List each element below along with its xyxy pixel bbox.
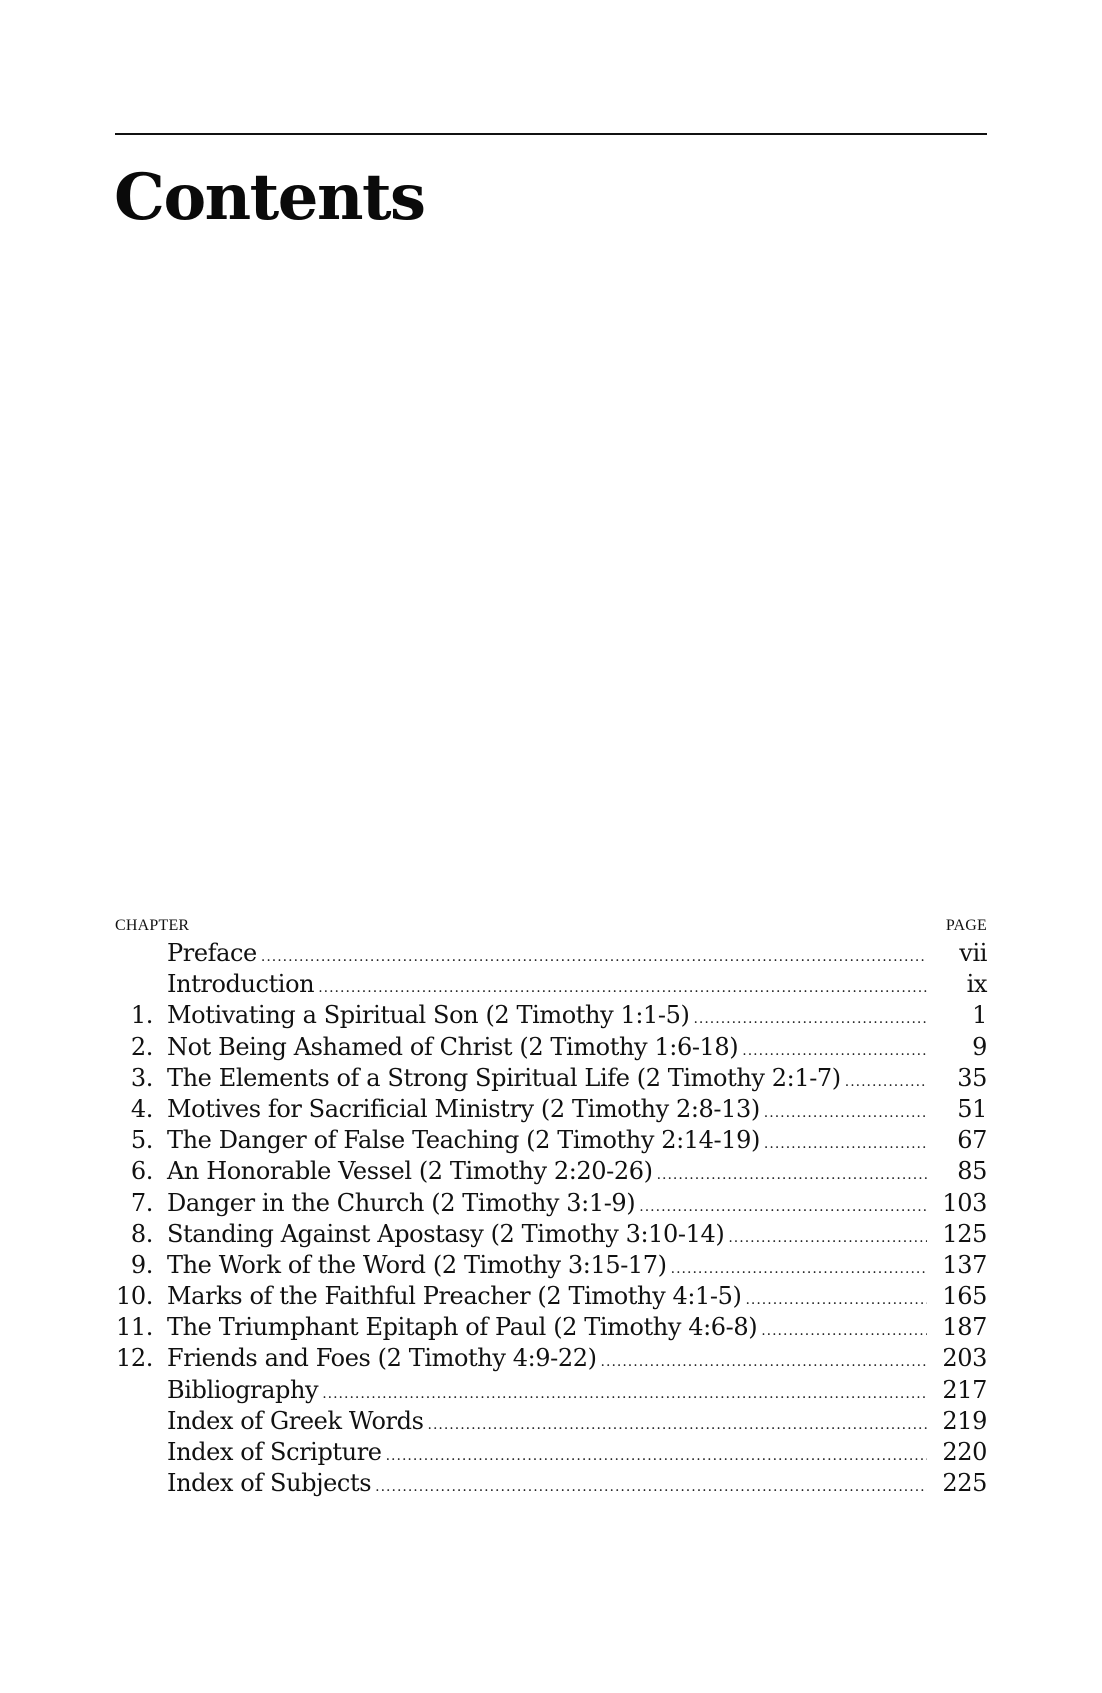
dot-leader — [728, 1223, 927, 1254]
page-number: 125 — [942, 1219, 987, 1248]
entry-title: Bibliography — [167, 1375, 319, 1404]
dot-leader — [764, 1129, 927, 1160]
toc-entry[interactable] — [115, 1250, 987, 1281]
entry-title: Friends and Foes (2 Timothy 4:9-22) — [167, 1344, 597, 1373]
entry-title: The Elements of a Strong Spiritual Life (2 Timothy 2:1-7) — [167, 1063, 841, 1092]
toc-entry[interactable] — [115, 1343, 987, 1374]
entry-title: Motives for Sacrificial Ministry (2 Timothy 2:8-13) — [167, 1094, 760, 1123]
page-number: ix — [966, 970, 987, 999]
page-title: Contents — [114, 160, 425, 235]
page-number: 217 — [942, 1375, 987, 1404]
dot-leader — [261, 942, 927, 973]
page-number: 137 — [942, 1250, 987, 1279]
dot-leader — [845, 1067, 927, 1098]
entry-title: Introduction — [167, 970, 315, 999]
page-number: 67 — [957, 1126, 987, 1155]
entry-title: Standing Against Apostasy (2 Timothy 3:10-14) — [167, 1219, 725, 1248]
toc-entry[interactable] — [115, 938, 987, 969]
entry-title: The Work of the Word (2 Timothy 3:15-17) — [167, 1250, 667, 1279]
chapter-number: 9. — [130, 1250, 153, 1279]
chapter-number: 11. — [116, 1313, 153, 1342]
entry-title: Index of Greek Words — [167, 1406, 424, 1435]
toc-entry[interactable] — [115, 1375, 987, 1406]
page-number: 1 — [972, 1001, 987, 1030]
toc-entry[interactable] — [115, 1406, 987, 1437]
entry-title: The Danger of False Teaching (2 Timothy 2:14-19) — [167, 1126, 760, 1155]
dot-leader — [375, 1472, 927, 1503]
toc-entries — [115, 938, 987, 1499]
page-number: 9 — [972, 1032, 987, 1061]
toc-entry[interactable] — [115, 1437, 987, 1468]
toc-entry[interactable] — [115, 1156, 987, 1187]
table-of-contents — [115, 914, 987, 1499]
page-number: vii — [959, 939, 987, 967]
chapter-number: 10. — [116, 1282, 153, 1311]
entry-title: The Triumphant Epitaph of Paul (2 Timothy 4:6-8) — [167, 1313, 758, 1342]
page-number: 35 — [957, 1063, 987, 1092]
page-column-label: PAGE — [945, 917, 987, 934]
page-number: 225 — [942, 1469, 987, 1498]
page-number: 51 — [957, 1094, 987, 1123]
chapter-number: 12. — [116, 1344, 153, 1373]
toc-entry[interactable] — [115, 1063, 987, 1094]
page-number: 85 — [957, 1157, 987, 1186]
entry-title: Index of Scripture — [167, 1438, 382, 1466]
dot-leader — [601, 1347, 927, 1378]
toc-entry[interactable] — [115, 1468, 987, 1499]
page-number: 219 — [942, 1406, 987, 1435]
chapter-number: 8. — [130, 1219, 153, 1248]
page-number: 203 — [942, 1344, 987, 1373]
entry-title: Preface — [167, 939, 257, 967]
chapter-column-label: CHAPTER — [115, 917, 190, 934]
toc-entry[interactable] — [115, 1032, 987, 1063]
toc-entry[interactable] — [115, 1219, 987, 1250]
title-rule — [115, 133, 987, 135]
toc-entry[interactable] — [115, 969, 987, 1000]
dot-leader — [657, 1160, 927, 1191]
chapter-number: 3. — [130, 1063, 153, 1092]
chapter-number: 7. — [130, 1188, 153, 1217]
toc-entry[interactable] — [115, 1312, 987, 1343]
page-number: 187 — [942, 1313, 987, 1342]
toc-entry[interactable] — [115, 1094, 987, 1125]
chapter-number: 4. — [130, 1094, 153, 1123]
entry-title: Danger in the Church (2 Timothy 3:1-9) — [167, 1188, 636, 1217]
entry-title: Motivating a Spiritual Son (2 Timothy 1:1-5) — [167, 1001, 690, 1030]
dot-leader — [764, 1098, 927, 1129]
chapter-number: 1. — [130, 1001, 153, 1030]
toc-entry[interactable] — [115, 1125, 987, 1156]
chapter-number: 2. — [130, 1032, 153, 1061]
toc-entry[interactable] — [115, 1000, 987, 1031]
chapter-number: 6. — [130, 1157, 153, 1186]
entry-title: Index of Subjects — [167, 1469, 372, 1498]
entry-title: Not Being Ashamed of Christ (2 Timothy 1:6-18) — [167, 1032, 739, 1061]
toc-header — [115, 914, 987, 938]
dot-leader — [761, 1316, 927, 1347]
chapter-number: 5. — [130, 1126, 153, 1155]
dot-leader — [386, 1441, 927, 1472]
page-number: 220 — [942, 1438, 987, 1466]
toc-entry[interactable] — [115, 1188, 987, 1219]
page-number: 165 — [942, 1282, 987, 1311]
page-number: 103 — [942, 1188, 987, 1217]
dot-leader — [745, 1285, 927, 1316]
dot-leader — [428, 1410, 928, 1441]
entry-title: An Honorable Vessel (2 Timothy 2:20-26) — [167, 1157, 653, 1186]
toc-entry[interactable] — [115, 1281, 987, 1312]
entry-title: Marks of the Faithful Preacher (2 Timothy 4:1-5) — [167, 1282, 742, 1311]
